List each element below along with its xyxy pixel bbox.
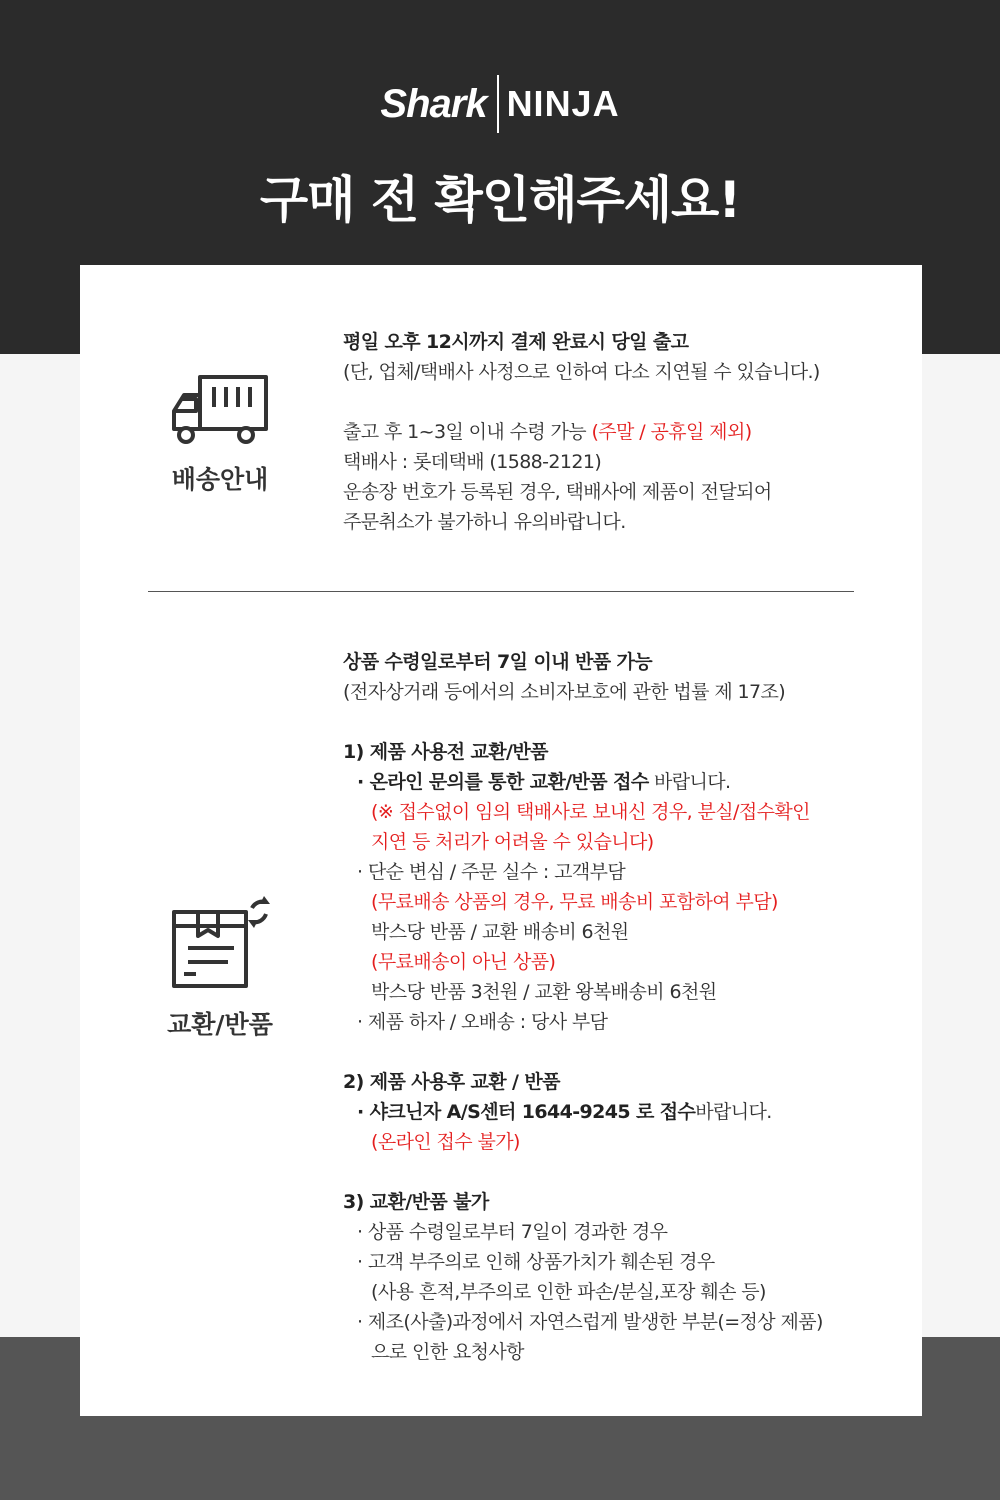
returns-intro-2: (전자상거래 등에서의 소비자보호에 관한 법률 제 17조) [343, 681, 786, 703]
returns-sec1-a-bold: · 온라인 문의를 통한 교환/반품 접수 [357, 771, 649, 793]
returns-sec1-a [343, 767, 823, 797]
returns-sec3-item-2-detail: (사용 흔적,부주의로 인한 파손/분실,포장 훼손 등) [371, 1281, 766, 1303]
returns-sec1-title: 1) 제품 사용전 교환/반품 [343, 741, 548, 763]
shipping-label: 배송안내 [171, 465, 269, 494]
returns-sec3-title: 3) 교환/반품 불가 [343, 1191, 489, 1213]
returns-intro-1: 상품 수령일로부터 7일 이내 반품 가능 [343, 651, 653, 673]
returns-sec2-a-bold: · 샤크닌자 A/S센터 1644-9245 로 접수 [357, 1101, 696, 1123]
returns-sec1-c: · 제품 하자 / 오배송 : 당사 부담 [357, 1011, 608, 1033]
shipping-line-5: 운송장 번호가 등록된 경우, 택배사에 제품이 전달되어 [343, 481, 772, 503]
logo-shark-text: Shark [380, 81, 487, 126]
page-title: 구매 전 확인해주세요! [259, 171, 741, 229]
returns-sec1-b-1: 박스당 반품 / 교환 배송비 6천원 [371, 921, 629, 943]
returns-sec3-item-1: · 상품 수령일로부터 7일이 경과한 경우 [357, 1221, 668, 1243]
returns-sec1-b: · 단순 변심 / 주문 실수 : 고객부담 [357, 861, 626, 883]
returns-sec1-a-red1: (※ 접수없이 임의 택배사로 보내신 경우, 분실/접수확인 [371, 801, 810, 823]
brand-logo [0, 72, 1000, 136]
blank-line [343, 1037, 823, 1067]
shipping-line-4: 택배사 : 롯데택배 (1588-2121) [343, 451, 602, 473]
returns-sec2-a [343, 1097, 823, 1127]
returns-sec1-b-red1: (무료배송 상품의 경우, 무료 배송비 포함하여 부담) [371, 891, 778, 913]
returns-label: 교환/반품 [167, 1010, 273, 1039]
returns-sec2-title: 2) 제품 사용후 교환 / 반품 [343, 1071, 560, 1093]
return-box-icon [168, 890, 273, 994]
shipping-line-6: 주문취소가 불가하니 유의바랍니다. [343, 511, 626, 533]
shipping-line-3-red: (주말 / 공휴일 제외) [591, 421, 752, 443]
returns-info [343, 647, 823, 1367]
blank-line [343, 707, 823, 737]
returns-sec3-item-3-detail: 으로 인한 요청사항 [371, 1341, 524, 1363]
blank-line [343, 1157, 823, 1187]
returns-sec1-a-rest: 바랍니다. [648, 771, 731, 793]
returns-sec1-b-2: 박스당 반품 3천원 / 교환 왕복배송비 6천원 [371, 981, 717, 1003]
returns-sec1-a-red2: 지연 등 처리가 어려울 수 있습니다) [371, 831, 654, 853]
shipping-line-1: 평일 오후 12시까지 결제 완료시 당일 출고 [343, 331, 689, 353]
shipping-line-3-text: 출고 후 1~3일 이내 수령 가능 [343, 421, 592, 443]
returns-sec3-item-2: · 고객 부주의로 인해 상품가치가 훼손된 경우 [357, 1251, 715, 1273]
returns-sec2-a-red: (온라인 접수 불가) [371, 1131, 520, 1153]
shipping-line-2: (단, 업체/택배사 사정으로 인하여 다소 지연될 수 있습니다.) [343, 361, 820, 383]
returns-sec1-b-red2: (무료배송이 아닌 상품) [371, 951, 556, 973]
logo-ninja-text: NINJA [506, 83, 620, 124]
returns-section [80, 265, 922, 1416]
returns-sec3-item-3: · 제조(사출)과정에서 자연스럽게 발생한 부분(=정상 제품) [357, 1311, 823, 1333]
returns-sec2-a-rest: 바랍니다. [695, 1101, 772, 1123]
logo-divider [497, 75, 499, 133]
